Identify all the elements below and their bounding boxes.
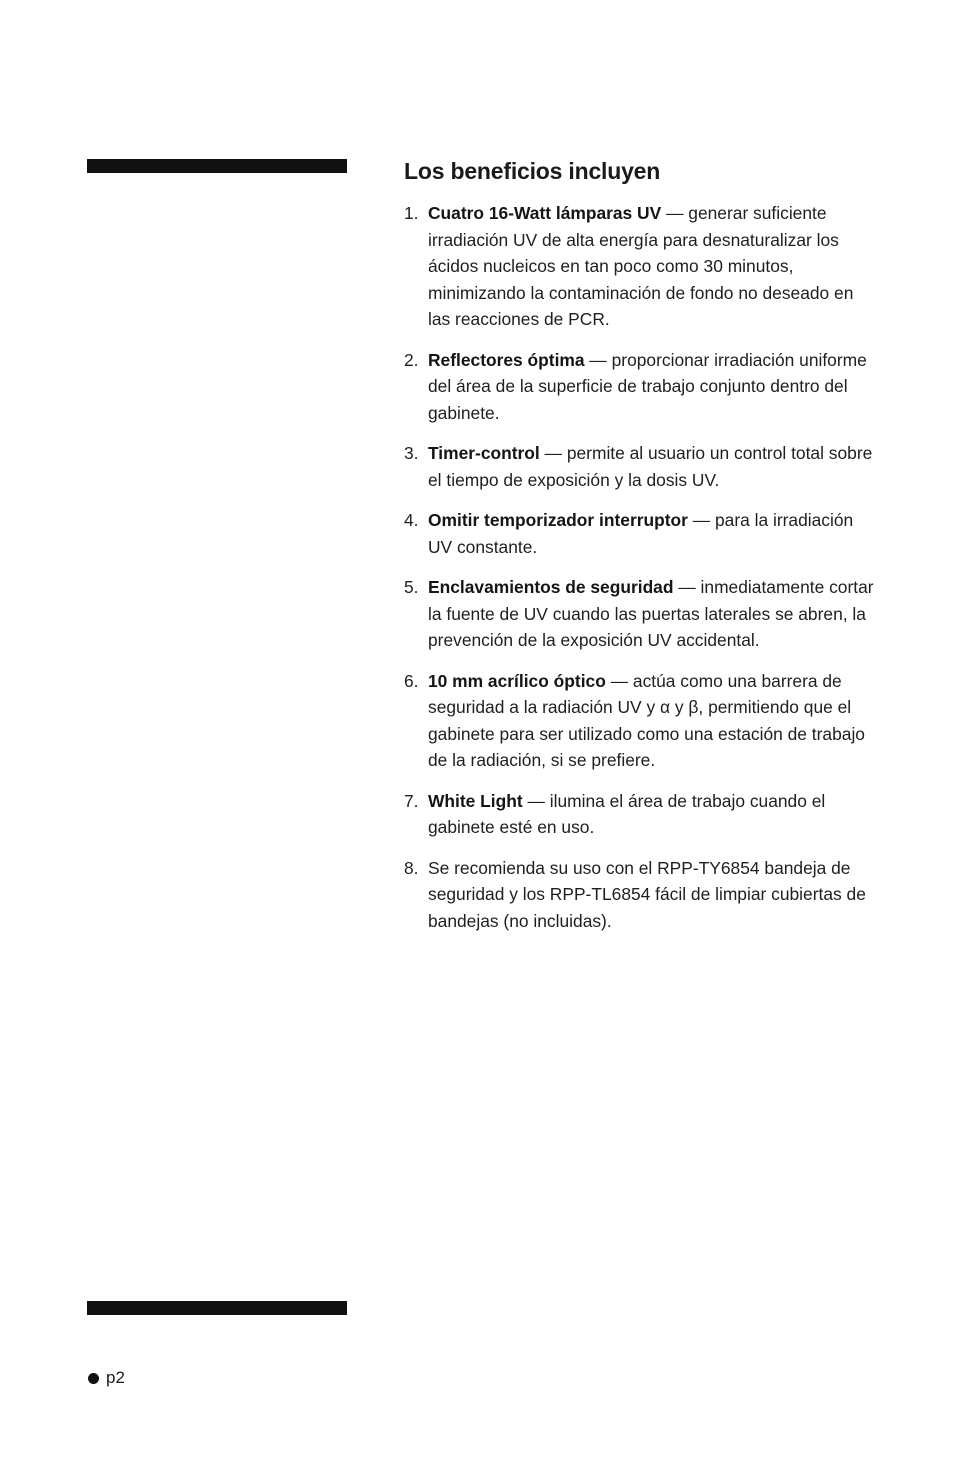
item-number: 8. [404,857,419,878]
list-item [404,788,874,841]
item-text: — actúa como una barrera de seguridad a la radiación UV y α y β, permitiendo que el gabinete para ser utilizado como una estación de trabajo de la radiación, si se prefiere. [428,670,865,770]
top-divider-bar [87,159,347,173]
item-term: Enclavamientos de seguridad [428,577,674,597]
item-text: — permite al usuario un control total sobre el tiempo de exposición y la dosis UV. [428,443,873,490]
item-term: Cuatro 16-Watt lámparas UV [428,203,662,223]
item-number: 1. [404,203,419,223]
item-number: 6. [404,670,419,691]
item-number: 7. [404,790,419,811]
list-item [404,855,874,935]
list-item [404,668,874,774]
item-term: Timer-control [428,443,540,463]
item-text: — ilumina el área de trabajo cuando el gabinete esté en uso. [428,790,826,837]
main-content [404,150,874,948]
item-number: 2. [404,349,419,370]
item-text: — proporcionar irradiación uniforme del área de la superficie de trabajo conjunto dentro del gabinete. [428,349,867,423]
list-item [404,574,874,654]
list-item [404,507,874,560]
item-text: — para la irradiación UV constante. [428,510,854,557]
list-item [404,200,874,333]
item-term: Reflectores óptima [428,349,585,370]
item-number: 5. [404,577,419,597]
list-item [404,440,874,493]
section-heading: Los beneficios incluyen [404,158,661,184]
bullet-icon [88,1373,99,1384]
item-number: 3. [404,443,419,463]
list-item [404,347,874,427]
item-term: Omitir temporizador interruptor [428,510,688,530]
bottom-divider-bar [87,1301,347,1315]
item-term: White Light [428,790,523,811]
page-number: p2 [106,1368,125,1387]
item-text: — generar suficiente irradiación UV de alta energía para desnaturalizar los ácidos nucleicos en tan poco como 30 minutos, minimizando la contaminación de fondo no deseado en las reacciones de PCR. [428,203,854,329]
item-term: 10 mm acrílico óptico [428,670,606,691]
page-footer [88,1366,125,1390]
item-text: — inmediatamente cortar la fuente de UV cuando las puertas laterales se abren, la prevención de la exposición UV accidental. [428,577,874,650]
item-text: Se recomienda su uso con el RPP-TY6854 bandeja de seguridad y los RPP-TL6854 fácil de limpiar cubiertas de bandejas (no incluidas). [428,857,866,931]
benefits-list [404,200,874,934]
item-number: 4. [404,510,419,530]
